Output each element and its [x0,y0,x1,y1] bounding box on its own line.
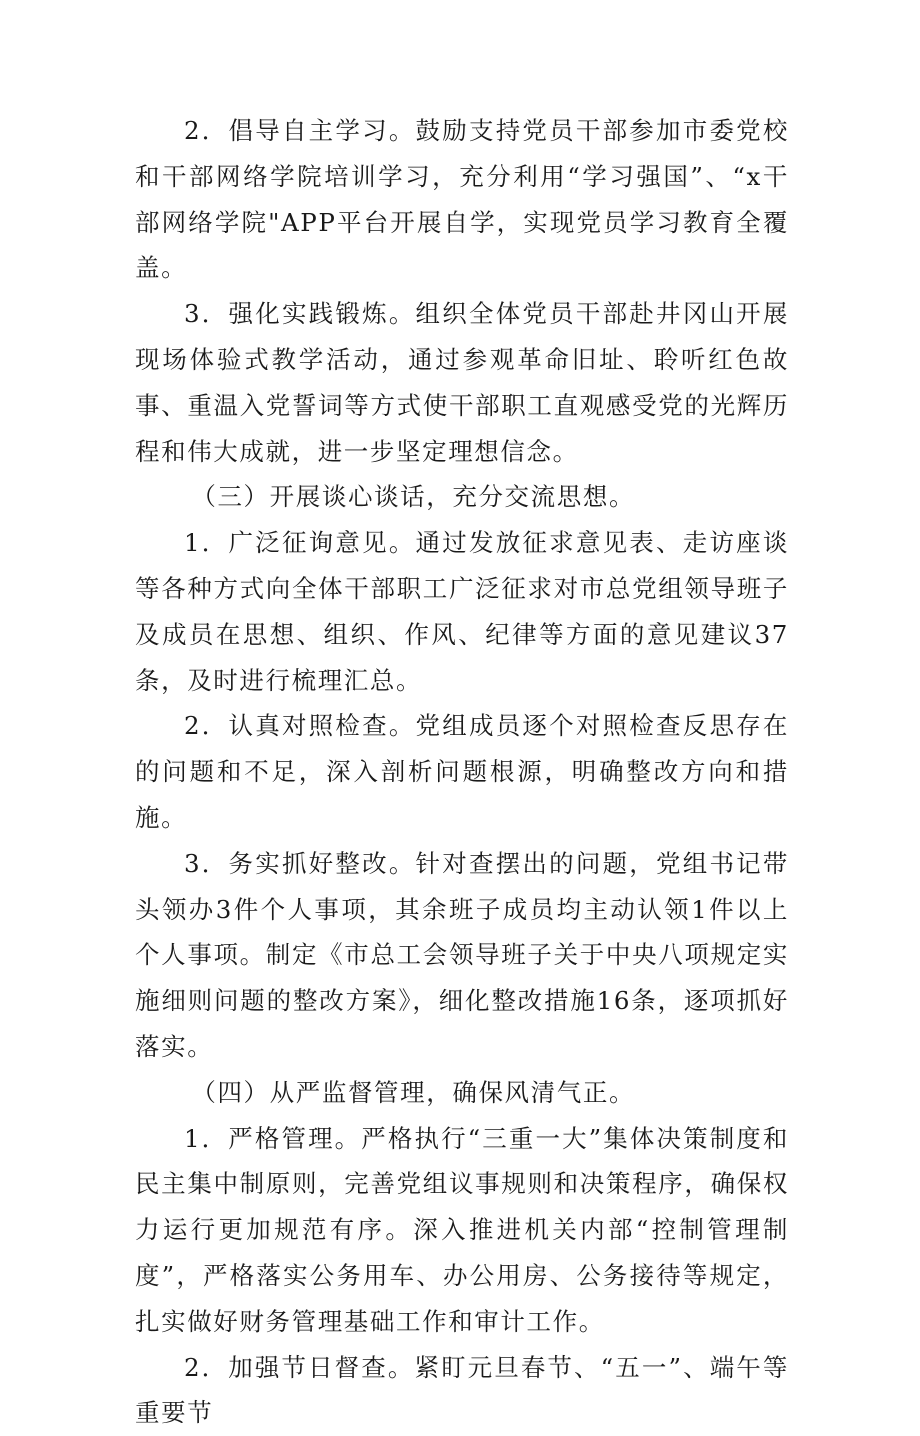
paragraph-self-check: 2．认真对照检查。党组成员逐个对照检查反思存在的问题和不足，深入剖析问题根源，明确整改方向和措施。 [135,711,789,832]
section-heading-4: （四）从严监督管理，确保风清气正。 [191,1077,636,1107]
paragraph-holiday-inspection: 2．加强节日督查。紧盯元旦春节、“五一”、端午等重要节 [135,1352,789,1428]
paragraph-solicit-opinions: 1．广泛征询意见。通过发放征求意见表、走访座谈等各种方式向全体干部职工广泛征求对市总党组领导班子及成员在思想、组织、作风、纪律等方面的意见建议37条，及时进行梳理汇总。 [135,528,789,695]
section-heading-3: （三）开展谈心谈话，充分交流思想。 [191,482,636,512]
paragraph-strict-management: 1．严格管理。严格执行“三重一大”集体决策制度和民主集中制原则，完善党组议事规则和决策程序，确保权力运行更加规范有序。深入推进机关内部“控制管理制度”，严格落实公务用车、办公用房、公务接待等规定，扎实做好财务管理基础工作和审计工作。 [135,1123,789,1336]
paragraph-practice: 3．强化实践锻炼。组织全体党员干部赴井冈山开展现场体验式教学活动，通过参观革命旧址、聆听红色故事、重温入党誓词等方式使干部职工直观感受党的光辉历程和伟大成就，进一步坚定理想信念。 [135,299,789,466]
paragraph-rectification: 3．务实抓好整改。针对查摆出的问题，党组书记带头领办3件个人事项，其余班子成员均主动认领1件以上个人事项。制定《市总工会领导班子关于中央八项规定实施细则问题的整改方案》，细化整改措施16条，逐项抓好落实。 [135,848,789,1061]
document-body [135,108,789,1436]
paragraph-self-study: 2．倡导自主学习。鼓励支持党员干部参加市委党校和干部网络学院培训学习，充分利用“学习强国”、“x干部网络学院"APP平台开展自学，实现党员学习教育全覆盖。 [135,116,789,283]
